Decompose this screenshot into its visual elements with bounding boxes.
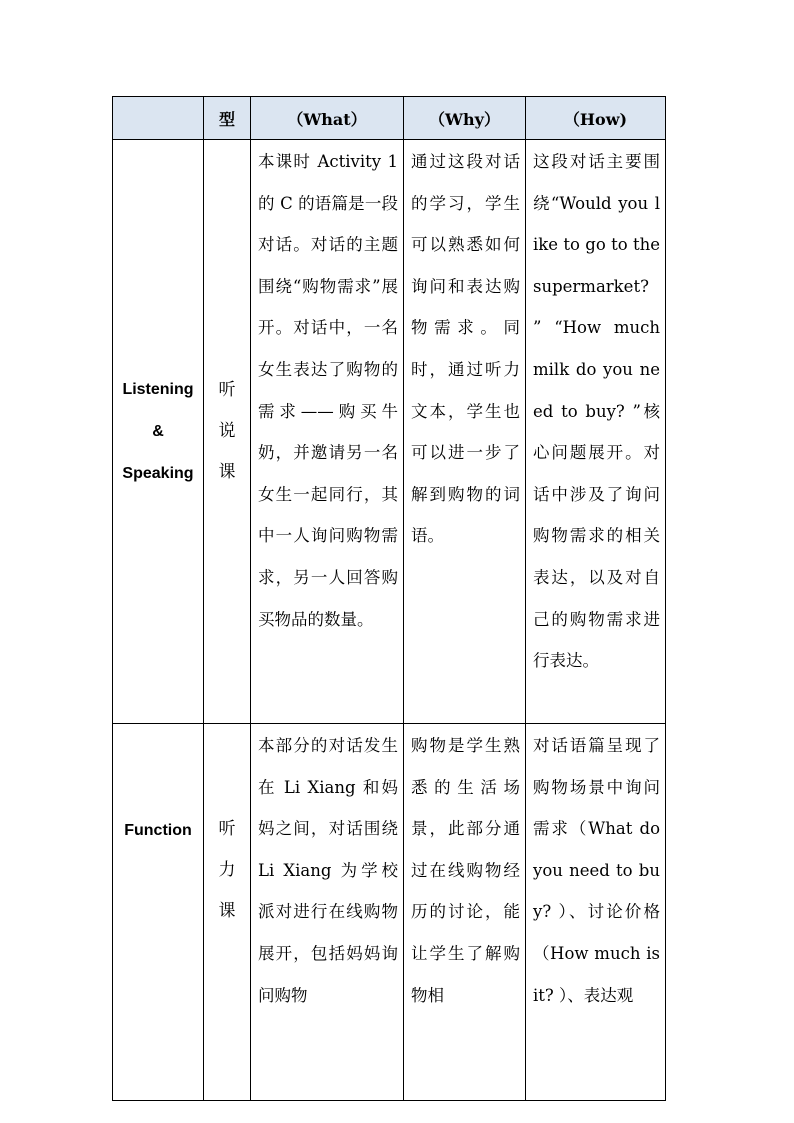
why-cell: 通过这段对话的学习，学生可以熟悉如何询问和表达购物需求。同时，通过听力文本，学生也可以进一步了解到购物的词语。 bbox=[404, 140, 526, 724]
lesson-type-char: 力 bbox=[218, 860, 236, 880]
lesson-type-char: 课 bbox=[218, 462, 236, 482]
lesson-type-char: 听 bbox=[218, 380, 236, 400]
lesson-type bbox=[204, 140, 251, 724]
table-row bbox=[113, 724, 666, 1101]
lesson-analysis-table bbox=[112, 96, 666, 1101]
how-cell: 对话语篇呈现了购物场景中询问需求（What do you need to buy? ）、讨论价格（How much is it? ）、表达观 bbox=[526, 724, 666, 1101]
row-label-line: Speaking bbox=[122, 464, 194, 482]
lesson-type-char: 听 bbox=[218, 819, 236, 839]
header-cell-category bbox=[113, 97, 204, 140]
how-cell: 这段对话主要围绕“Would you like to go to the supermarket? ” “How much milk do you need to buy? ”核心问题展开。对话中涉及了询问购物需求的相关表达，以及对自己的购物需求进行表达。 bbox=[526, 140, 666, 724]
header-cell-how: （How) bbox=[526, 97, 666, 140]
table-row bbox=[113, 140, 666, 724]
row-label bbox=[113, 724, 204, 1101]
row-label bbox=[113, 140, 204, 724]
lesson-type-char: 说 bbox=[218, 421, 236, 441]
lesson-type bbox=[204, 724, 251, 1101]
row-label-line: Function bbox=[124, 822, 192, 839]
what-cell: 本部分的对话发生在 Li Xiang 和妈妈之间，对话围绕 Li Xiang 为学校派对进行在线购物展开，包括妈妈询问购物 bbox=[251, 724, 404, 1101]
lesson-type-char: 课 bbox=[218, 901, 236, 921]
row-label-line: & bbox=[152, 422, 164, 440]
why-cell: 购物是学生熟悉的生活场景，此部分通过在线购物经历的讨论，能让学生了解购物相 bbox=[404, 724, 526, 1101]
header-cell-why: （Why） bbox=[404, 97, 526, 140]
header-row bbox=[113, 97, 666, 140]
what-cell: 本课时 Activity 1 的 C 的语篇是一段对话。对话的主题围绕“购物需求”展开。对话中，一名女生表达了购物的需求——购买牛奶，并邀请另一名女生一起同行，其中一人询问购物需求，另一人回答购买物品的数量。 bbox=[251, 140, 404, 724]
header-cell-what: （What） bbox=[251, 97, 404, 140]
row-label-line: Listening bbox=[122, 380, 194, 398]
header-cell-type: 型 bbox=[204, 97, 251, 140]
